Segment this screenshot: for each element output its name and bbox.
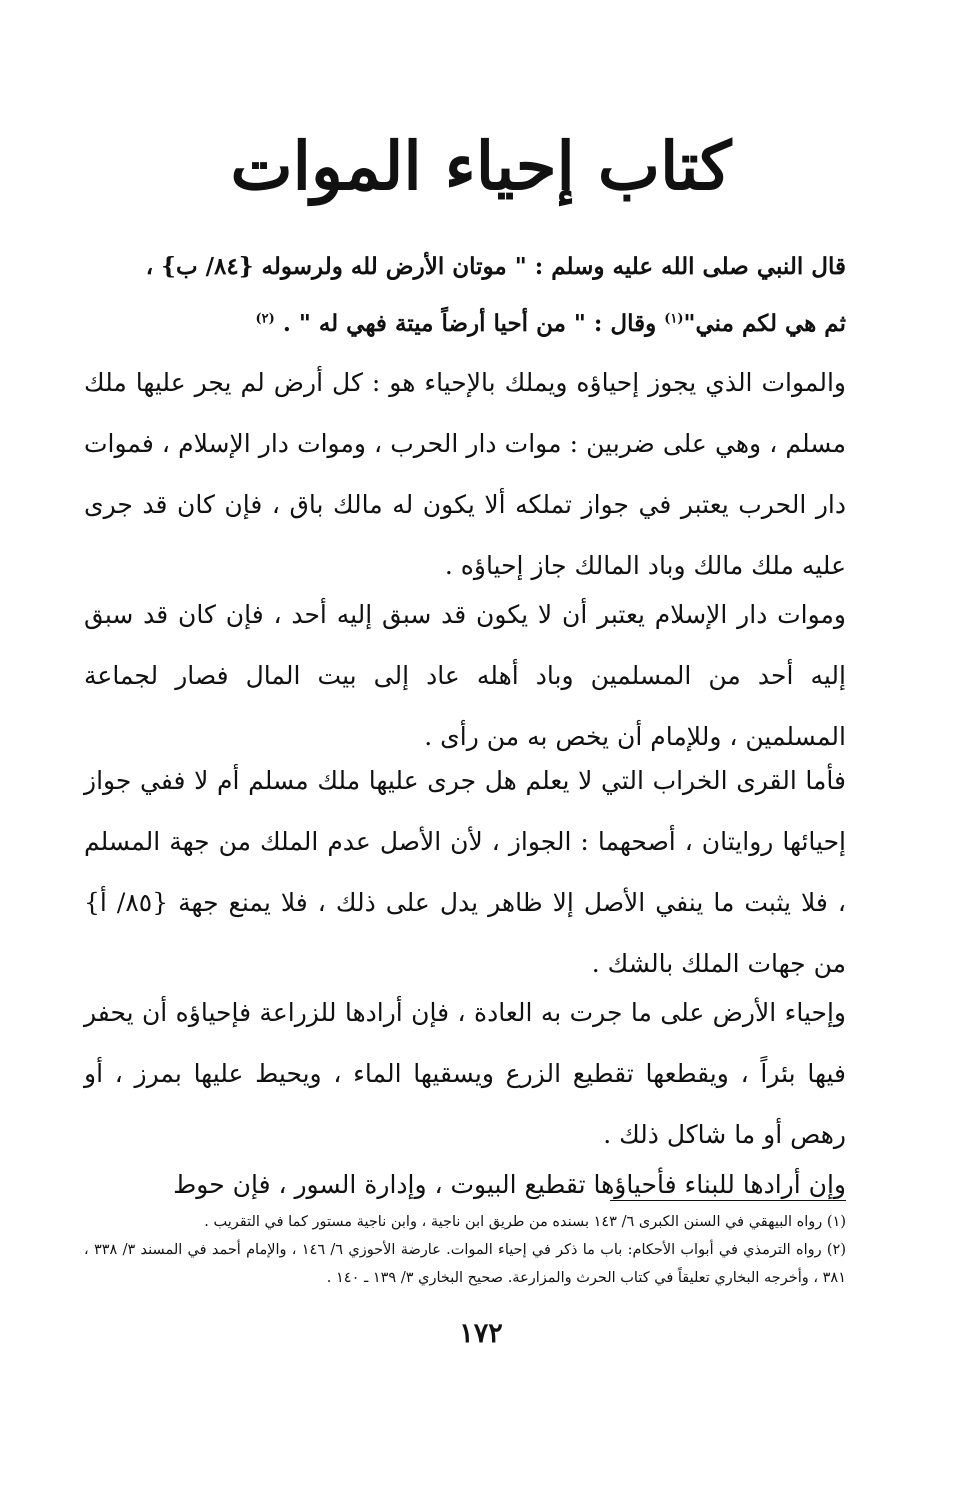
paragraph-reviving-land: وإحياء الأرض على ما جرت به العادة ، فإن أرادها للزراعة فإحياؤه أن يحفر فيها بئراً ، ويقطعها تقطيع الزرع ويسقيها الماء ، ويحيط عليها بمرز ، أو رهص أو ما شاكل ذلك .: [84, 998, 846, 1149]
footnote-2: (٢) رواه الترمذي في أبواب الأحكام: باب ما ذكر في إحياء الموات. عارضة الأحوزي ٦/ ١٤٦ ، والإمام أحمد في المسند ٣/ ٣٣٨ ، ٣٨١ ، وأخرجه البخاري تعليقاً في كتاب الحرث والمزارعة. صحيح البخاري ٣/ ١٣٩ ـ ١٤٠ .: [84, 1242, 846, 1286]
footnote-ref-1[interactable]: (١): [664, 311, 684, 327]
paragraph-building: وإن أرادها للبناء فأحياؤها تقطيع البيوت ، وإدارة السور ، فإن حوط: [173, 1170, 846, 1199]
footnote-ref-2[interactable]: (٢): [255, 311, 275, 327]
footnotes: [84, 1208, 846, 1292]
paragraph-ruined-villages: فأما القرى الخراب التي لا يعلم هل جرى عليها ملك مسلم أم لا ففي جواز إحيائها روايتان ، أصحهما : الجواز ، لأن الأصل عدم الملك من جهة المسلم ، فلا يثبت ما ينفي الأصل إلا ظاهر يدل على ذلك ، فلا يمنع جهة {٨٥/ أ} من جهات الملك بالشك .: [84, 766, 846, 978]
hadith-line-2-start: ثم هي لكم مني": [683, 310, 846, 337]
hadith-line-1: قال النبي صلى الله عليه وسلم : " موتان الأرض لله ولرسوله {٨٤/ ب} ،: [145, 253, 846, 280]
hadith-text: [84, 238, 846, 352]
chapter-title: كتاب إحياء الموات: [230, 127, 732, 205]
hadith-line-2: [84, 295, 846, 352]
footnote-separator: [610, 1200, 846, 1201]
paragraph-islamic-land: وموات دار الإسلام يعتبر أن لا يكون قد سبق إليه أحد ، فإن كان قد سبق إليه أحد من المسلمين وباد أهله عاد إلى بيت المال فصار لجماعة المسلمين ، وللإمام أن يخص به من رأى .: [84, 600, 846, 751]
page-number: ١٧٢: [459, 1318, 503, 1349]
hadith-line-2-end: وقال : " من أحيا أرضاً ميتة فهي له " .: [282, 310, 665, 337]
paragraph-dead-land-definition: والموات الذي يجوز إحياؤه ويملك بالإحياء هو : كل أرض لم يجر عليها ملك مسلم ، وهي على ضربين : موات دار الحرب ، وموات دار الإسلام ، فموات دار الحرب يعتبر في جواز تملكه ألا يكون له مالك باق ، فإن كان قد جرى عليه ملك مالك وباد المالك جاز إحياؤه .: [84, 368, 846, 580]
footnote-1: (١) رواه البيهقي في السنن الكبرى ٦/ ١٤٣ بسنده من طريق ابن ناجية ، وابن ناجية مستور كما في التقريب .: [204, 1214, 846, 1230]
